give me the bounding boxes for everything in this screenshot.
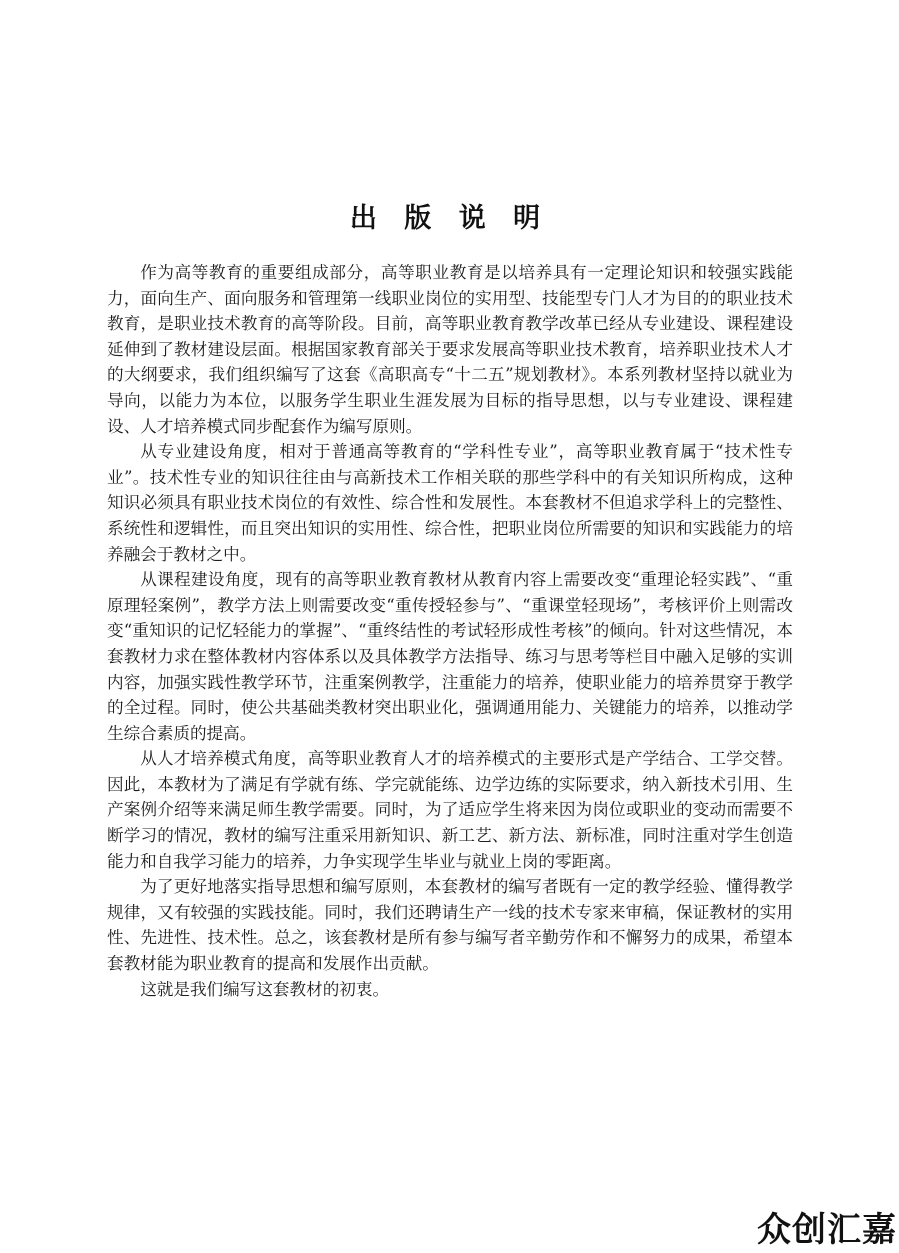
watermark-logo: 众创汇嘉: [757, 1210, 897, 1250]
paragraph: 为了更好地落实指导思想和编写原则，本套教材的编写者既有一定的教学经验、懂得教学规律，又有较强的实践技能。同时，我们还聘请生产一线的技术专家来审稿，保证教材的实用性、先进性、技术性。总之，该套教材是所有参与编写者辛勤劳作和不懈努力的成果，希望本套教材能为职业教育的提高和发展作出贡献。: [107, 877, 793, 974]
paragraph: 作为高等教育的重要组成部分，高等职业教育是以培养具有一定理论知识和较强实践能力，面向生产、面向服务和管理第一线职业岗位的实用型、技能型专门人才为目的的职业技术教育，是职业技术教育的高等阶段。目前，高等职业教育教学改革已经从专业建设、课程建设延伸到了教材建设层面。根据国家教育部关于要求发展高等职业技术教育，培养职业技术人才的大纲要求，我们组织编写了这套《高职高专“十二五”规划教材》。本系列教材坚持以就业为导向，以能力为本位，以服务学生职业生涯发展为目标的指导思想，以与专业建设、课程建设、人才培养模式同步配套作为编写原则。: [107, 263, 793, 436]
paragraph: 这就是我们编写这套教材的初衷。: [140, 979, 390, 999]
page-title: 出 版 说 明: [349, 203, 550, 234]
paragraph: 从专业建设角度，相对于普通高等教育的“学科性专业”，高等职业教育属于“技术性专业”。技术性专业的知识往往由与高新技术工作相关联的那些学科中的有关知识所构成，这种知识必须具有职业技术岗位的有效性、综合性和发展性。本套教材不但追求学科上的完整性、系统性和逻辑性，而且突出知识的实用性、综合性，把职业岗位所需要的知识和实践能力的培养融会于教材之中。: [107, 442, 793, 564]
paragraph: 从课程建设角度，现有的高等职业教育教材从教育内容上需要改变“重理论轻实践”、“重原理轻案例”，教学方法上则需要改变“重传授轻参与”、“重课堂轻现场”，考核评价上则需改变“重知识的记忆轻能力的掌握”、“重终结性的考试轻形成性考核”的倾向。针对这些情况，本套教材力求在整体教材内容体系以及具体教学方法指导、练习与思考等栏目中融入足够的实训内容，加强实践性教学环节，注重案例教学，注重能力的培养，使职业能力的培养贯穿于教学的全过程。同时，使公共基础类教材突出职业化，强调通用能力、关键能力的培养，以推动学生综合素质的提高。: [107, 570, 793, 743]
body-text: [107, 260, 793, 1002]
paragraph: 从人才培养模式角度，高等职业教育人才的培养模式的主要形式是产学结合、工学交替。因此，本教材为了满足有学就有练、学完就能练、边学边练的实际要求，纳入新技术引用、生产案例介绍等来满足师生教学需要。同时，为了适应学生将来因为岗位或职业的变动而需要不断学习的情况，教材的编写注重采用新知识、新工艺、新方法、新标准，同时注重对学生创造能力和自我学习能力的培养，力争实现学生毕业与就业上岗的零距离。: [107, 749, 793, 871]
